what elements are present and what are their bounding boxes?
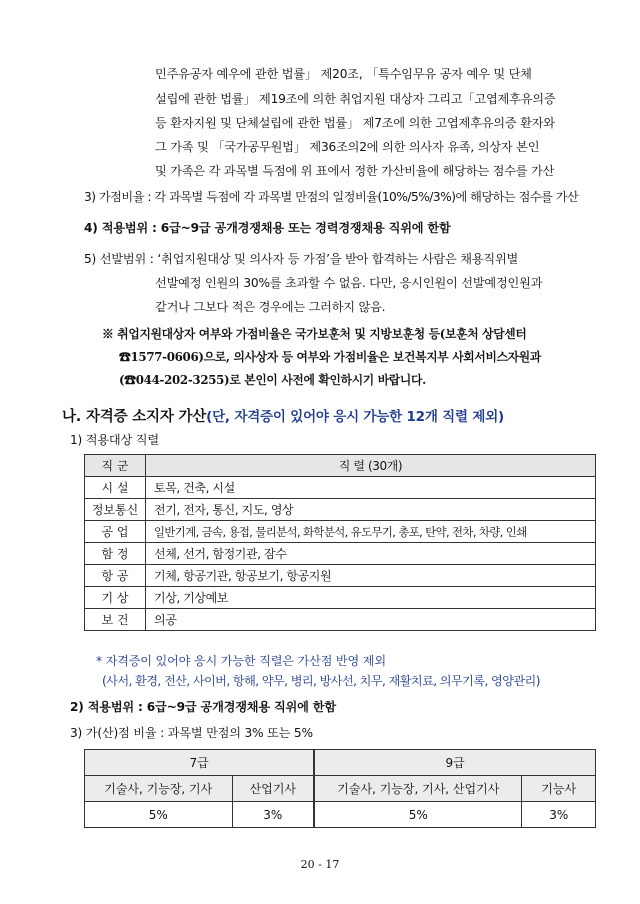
certificate-row bbox=[85, 776, 596, 802]
series-cell: 토목, 건축, 시설 bbox=[146, 477, 596, 499]
note-line: (☎044-202-3255)로 본인이 사전에 확인하시기 바랍니다. bbox=[119, 373, 426, 387]
group-cell: 기 상 bbox=[85, 587, 146, 609]
table-row bbox=[85, 543, 596, 565]
table-row bbox=[85, 587, 596, 609]
certificate-cell: 산업기사 bbox=[232, 776, 314, 802]
section-subtitle: (단, 자격증이 있어야 응시 가능한 12개 직렬 제외) bbox=[206, 409, 505, 425]
page-number: 20 - 17 bbox=[300, 858, 340, 871]
table-row bbox=[85, 609, 596, 631]
footnote-line: (사서, 환경, 전산, 사이버, 항해, 약무, 병리, 방사선, 치무, 재활치료, 의무기록, 영양관리) bbox=[102, 674, 540, 688]
paragraph-line: 및 가족은 각 과목별 득점에 위 표에서 정한 가산비율에 해당하는 점수를 가산 bbox=[155, 164, 555, 178]
eligible-series-table bbox=[84, 454, 596, 631]
paragraph-line: 그 가족 및 「국가공무원법」 제36조의2에 의한 의사자 유족, 의상자 본인 bbox=[155, 140, 540, 154]
group-cell: 보 건 bbox=[85, 609, 146, 631]
table-header-row bbox=[85, 455, 596, 477]
bonus-rate-table bbox=[84, 749, 596, 828]
paragraph-line: 민주유공자 예우에 관한 법률」 제20조, 「특수임무유 공자 예우 및 단체 bbox=[155, 67, 532, 81]
grade-cell: 7급 bbox=[85, 750, 315, 776]
group-cell: 시 설 bbox=[85, 477, 146, 499]
table-row bbox=[85, 565, 596, 587]
rate-cell: 3% bbox=[522, 802, 596, 828]
item-5-line: 선발예정 인원의 30%를 초과할 수 없음. 다만, 응시인원이 선발예정인원과 bbox=[155, 276, 543, 290]
series-cell: 기상, 기상예보 bbox=[146, 587, 596, 609]
series-cell: 일반기계, 금속, 용접, 물리분석, 화학분석, 유도무기, 총포, 탄약, 전차, 차량, 인쇄 bbox=[146, 521, 596, 543]
certificate-cell: 기술사, 기능장, 기사, 산업기사 bbox=[314, 776, 522, 802]
item-5-selection-limit: 5) 선발범위 : ‘취업지원대상 및 의사자 등 가점’을 받아 합격하는 사람은 채용직위별 bbox=[84, 252, 519, 266]
item-5-line: 같거나 그보다 적은 경우에는 그러하지 않음. bbox=[155, 300, 386, 314]
item-4-scope: 4) 적용범위 : 6급~9급 공개경쟁채용 또는 경력경쟁채용 직위에 한함 bbox=[84, 221, 451, 235]
group-cell: 정보통신 bbox=[85, 499, 146, 521]
sub-1-heading: 1) 적용대상 직렬 bbox=[70, 433, 159, 447]
table-row bbox=[85, 499, 596, 521]
header-cell: 직 군 bbox=[85, 455, 146, 477]
rate-cell: 5% bbox=[314, 802, 522, 828]
sub-2-heading: 2) 적용범위 : 6급~9급 공개경쟁채용 직위에 한함 bbox=[70, 700, 336, 714]
header-cell: 직 렬 (30개) bbox=[146, 455, 596, 477]
group-cell: 함 정 bbox=[85, 543, 146, 565]
section-title: 나. 자격증 소지자 가산 bbox=[62, 409, 207, 425]
certificate-cell: 기능사 bbox=[522, 776, 596, 802]
footnote-line: * 자격증이 있어야 응시 가능한 직렬은 가산점 반영 제외 bbox=[96, 654, 386, 668]
paragraph-line: 등 환자지원 및 단체설립에 관한 법률」 제7조에 의한 고엽제후유의증 환자와 bbox=[155, 116, 555, 130]
item-3-bonus-rate: 3) 가점비율 : 각 과목별 득점에 각 과목별 만점의 일정비율(10%/5%/3%)에 해당하는 점수를 가산 bbox=[84, 190, 579, 204]
sub-3-heading: 3) 가(산)점 비율 : 과목별 만점의 3% 또는 5% bbox=[70, 726, 313, 740]
group-cell: 공 업 bbox=[85, 521, 146, 543]
rate-cell: 3% bbox=[232, 802, 314, 828]
series-cell: 기체, 항공기관, 항공보기, 항공지원 bbox=[146, 565, 596, 587]
paragraph-line: 설립에 관한 법률」 제19조에 의한 취업지원 대상자 그리고「고엽제후유의증 bbox=[155, 92, 556, 106]
series-cell: 선체, 선거, 함정기관, 잠수 bbox=[146, 543, 596, 565]
grade-row bbox=[85, 750, 596, 776]
grade-cell: 9급 bbox=[314, 750, 595, 776]
table-row bbox=[85, 477, 596, 499]
table-row bbox=[85, 521, 596, 543]
series-cell: 전기, 전자, 통신, 지도, 영상 bbox=[146, 499, 596, 521]
note-line: ☎1577-0606)으로, 의사상자 등 여부와 가점비율은 보건복지부 사회서비스자원과 bbox=[119, 350, 541, 364]
section-heading bbox=[62, 405, 504, 426]
series-cell: 의공 bbox=[146, 609, 596, 631]
group-cell: 항 공 bbox=[85, 565, 146, 587]
note-line: ※ 취업지원대상자 여부와 가점비율은 국가보훈처 및 지방보훈청 등(보훈처 상담센터 bbox=[102, 327, 527, 341]
rate-cell: 5% bbox=[85, 802, 233, 828]
rate-row bbox=[85, 802, 596, 828]
certificate-cell: 기술사, 기능장, 기사 bbox=[85, 776, 233, 802]
